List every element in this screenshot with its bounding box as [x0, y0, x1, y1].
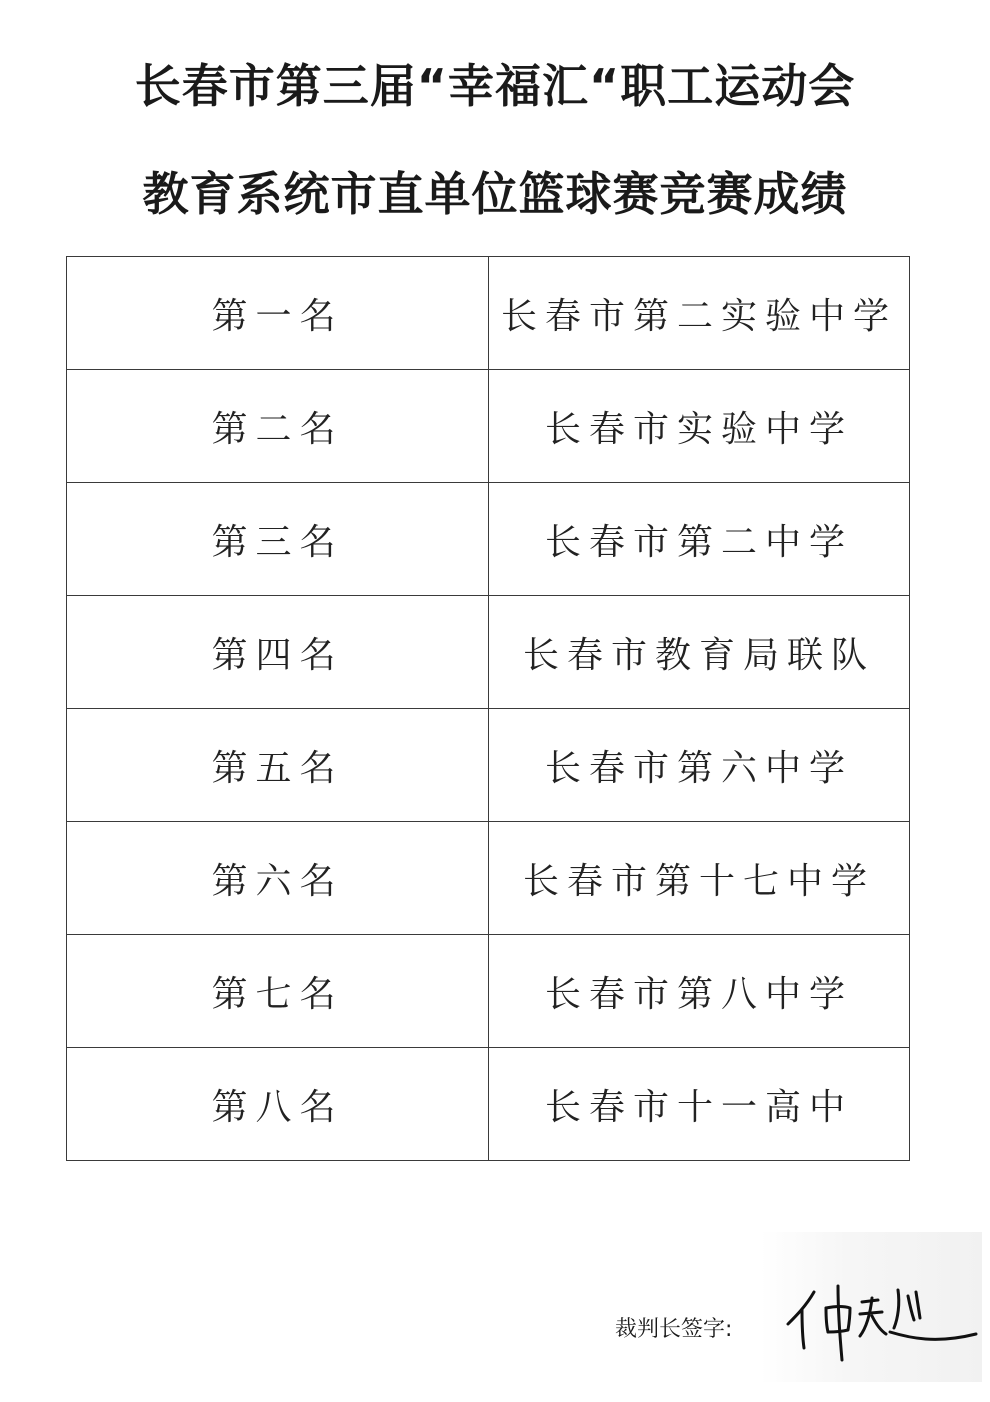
team-cell: 长春市第十七中学: [489, 822, 910, 935]
rank-cell: 第四名: [67, 596, 489, 709]
rank-cell: 第七名: [67, 935, 489, 1048]
results-table: [66, 256, 910, 1161]
team-cell: 长春市第二实验中学: [489, 257, 910, 370]
rank-cell: 第六名: [67, 822, 489, 935]
table-row: [67, 370, 910, 483]
table-row: [67, 1048, 910, 1161]
table-row: [67, 257, 910, 370]
signature-label: 裁判长签字:: [615, 1317, 733, 1342]
team-cell: 长春市十一高中: [489, 1048, 910, 1161]
handwritten-signature: [780, 1262, 980, 1372]
table-row: [67, 822, 910, 935]
document-subtitle: 教育系统市直单位篮球赛竞赛成绩: [142, 167, 848, 221]
rank-cell: 第八名: [67, 1048, 489, 1161]
team-cell: 长春市第六中学: [489, 709, 910, 822]
rank-cell: 第三名: [67, 483, 489, 596]
team-cell: 长春市实验中学: [489, 370, 910, 483]
team-cell: 长春市第八中学: [489, 935, 910, 1048]
table-row: [67, 483, 910, 596]
document-title: 长春市第三届“幸福汇“职工运动会: [134, 59, 856, 113]
team-cell: 长春市第二中学: [489, 483, 910, 596]
team-cell: 长春市教育局联队: [489, 596, 910, 709]
rank-cell: 第一名: [67, 257, 489, 370]
rank-cell: 第二名: [67, 370, 489, 483]
table-row: [67, 709, 910, 822]
table-row: [67, 596, 910, 709]
table-row: [67, 935, 910, 1048]
rank-cell: 第五名: [67, 709, 489, 822]
